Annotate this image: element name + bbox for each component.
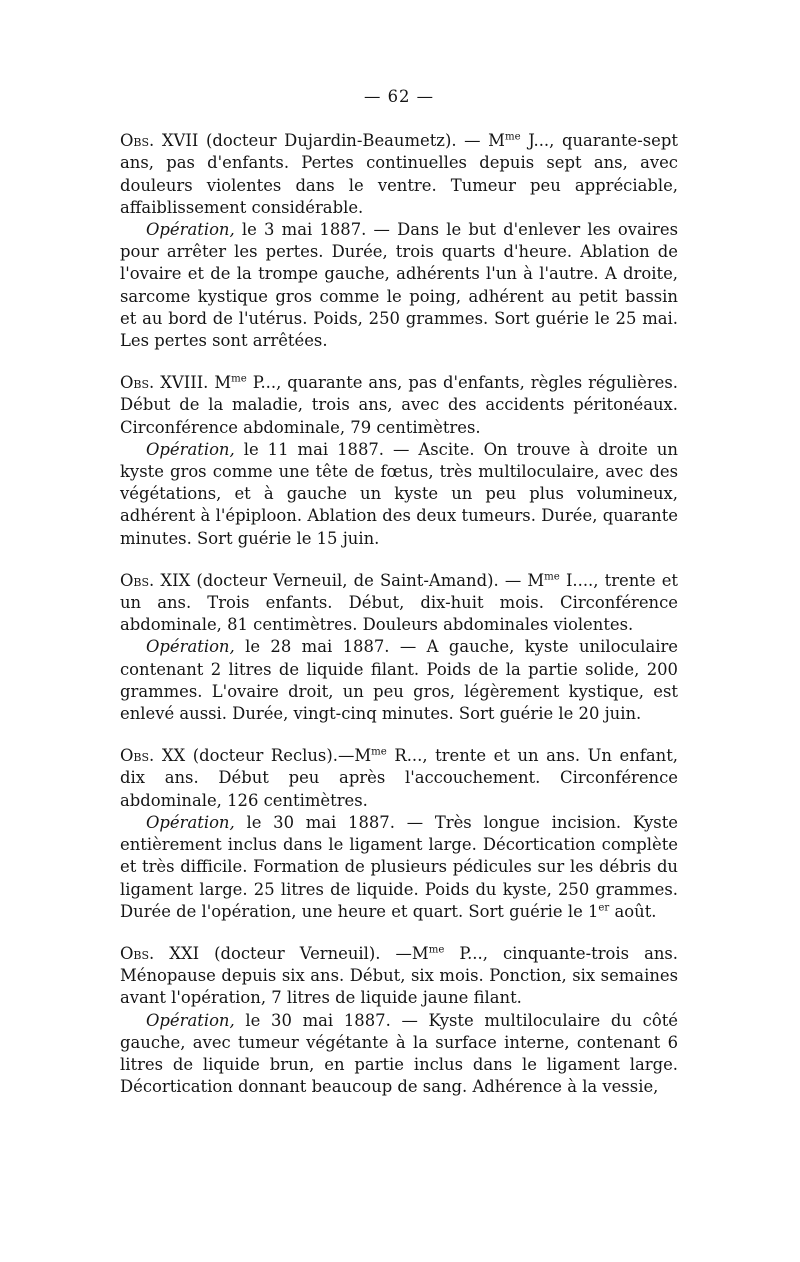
observation-xviii [120, 372, 678, 550]
obs-physician: (docteur Dujardin-Beaumetz). [205, 131, 457, 151]
observation-paragraph [120, 372, 678, 439]
obs-physician: (docteur Verneuil). [214, 943, 381, 963]
operation-paragraph [120, 636, 678, 725]
obs-dash: — [504, 570, 522, 590]
obs-label: Obs. [120, 373, 155, 393]
observation-xxi [120, 943, 678, 1098]
operation-paragraph [120, 439, 678, 550]
obs-physician: (docteur Reclus). [192, 746, 338, 766]
obs-title: M [214, 373, 232, 393]
operation-text: le 3 mai 1887. — Dans le but d'enlever les ovaires pour arrêter les pertes. Durée, trois quarts d'heure. Ablation de l'ovaire et de la trompe gauche, adhérents l'un à l'autre. A droite, sarcome kystique gros comme le poing, adhérent au petit bassin et au bord de l'utérus. Poids, 250 grammes. Sort guérie le 25 mai. Les pertes sont arrêtées. [120, 220, 678, 351]
observation-paragraph [120, 570, 678, 637]
obs-title: M [411, 943, 429, 963]
obs-title-sup: me [504, 131, 521, 143]
obs-label: Obs. [120, 746, 155, 766]
obs-label: Obs. [120, 943, 155, 963]
obs-label: Obs. [120, 131, 155, 151]
obs-dash: — [337, 746, 355, 766]
obs-label: Obs. [120, 570, 155, 590]
operation-label: Opération, [146, 1010, 235, 1030]
document-page [120, 86, 678, 1098]
operation-paragraph [120, 219, 678, 352]
obs-dash: — [395, 943, 412, 963]
observation-xx [120, 745, 678, 923]
operation-label: Opération, [146, 439, 235, 459]
observation-xix [120, 570, 678, 725]
obs-title-sup: me [231, 373, 247, 385]
observation-paragraph [120, 130, 678, 219]
operation-text: le 28 mai 1887. — A gauche, kyste uniloculaire contenant 2 litres de liquide filant. Poids de la partie solide, 200 grammes. L'ovaire droit, un peu gros, légèrement kystique, est enlevé aussi. Durée, vingt-cinq minutes. Sort guérie le 20 juin. [120, 637, 678, 724]
operation-text: le 30 mai 1887. — Kyste multiloculaire du côté gauche, avec tumeur végétante à la surface interne, contenant 6 litres de liquide brun, en partie inclus dans le ligament large. Décortication donnant beaucoup de sang. Adhérence à la vessie, [120, 1010, 678, 1097]
obs-title-sup: me [544, 571, 560, 583]
observation-paragraph [120, 943, 678, 1010]
obs-number: XXI [169, 943, 200, 963]
obs-dash: — [464, 131, 481, 151]
obs-number: XVIII. [160, 373, 209, 393]
observation-xvii [120, 130, 678, 352]
obs-number: XVII [161, 131, 199, 151]
obs-title: M [527, 570, 545, 590]
obs-patient-text: P..., cinquante-trois ans. Ménopause depuis six ans. Début, six mois. Ponction, six semaines avant l'opération, 7 litres de liquide jaune filant. [120, 943, 679, 1008]
obs-patient-text: P..., quarante ans, pas d'enfants, règles régulières. Début de la maladie, trois ans, avec des accidents péritonéaux. Circonférence abdominale, 79 centimètres. [120, 373, 678, 437]
obs-title: M [354, 746, 372, 766]
obs-patient-text: R..., trente et un ans. Un enfant, dix ans. Début peu après l'accouchement. Circonférence abdominale, 126 centimètres. [120, 746, 678, 810]
obs-title-sup: me [428, 944, 445, 956]
obs-number: XIX [160, 570, 191, 590]
obs-physician: (docteur Verneuil, de Saint-Amand). [196, 570, 499, 590]
operation-tail: août. [609, 901, 657, 921]
obs-title-sup: me [371, 746, 387, 758]
obs-patient-text: J..., quarante-sept ans, pas d'enfants. Pertes continuelles depuis sept ans, avec douleurs violentes dans le ventre. Tumeur peu appréciable, affaiblissement considérable. [120, 131, 678, 217]
operation-text: le 30 mai 1887. — Très longue incision. Kyste entièrement inclus dans le ligament large. Décortication complète et très difficile. Formation de plusieurs pédicules sur les débris du ligament large. 25 litres de liquide. Poids du kyste, 250 grammes. Durée de l'opération, une heure et quart. Sort guérie le 1 [120, 812, 678, 921]
operation-label: Opération, [146, 812, 235, 832]
operation-ordinal-sup: er [598, 902, 610, 914]
obs-patient-text: I...., trente et un ans. Trois enfants. Début, dix-huit mois. Circonférence abdominale, 81 centimètres. Douleurs abdominales violentes. [120, 570, 678, 635]
operation-paragraph [120, 1010, 678, 1099]
operation-text: le 11 mai 1887. — Ascite. On trouve à droite un kyste gros comme une tête de fœtus, très multiloculaire, avec des végétations, et à gauche un kyste un peu plus volumineux, adhérent à l'épiploon. Ablation des deux tumeurs. Durée, quarante minutes. Sort guérie le 15 juin. [120, 439, 678, 548]
obs-number: XX [161, 746, 186, 766]
obs-title: M [488, 131, 505, 151]
observation-paragraph [120, 745, 678, 812]
operation-paragraph [120, 812, 678, 923]
operation-label: Opération, [146, 637, 235, 657]
operation-label: Opération, [146, 220, 235, 240]
page-number: — 62 — [363, 87, 435, 106]
